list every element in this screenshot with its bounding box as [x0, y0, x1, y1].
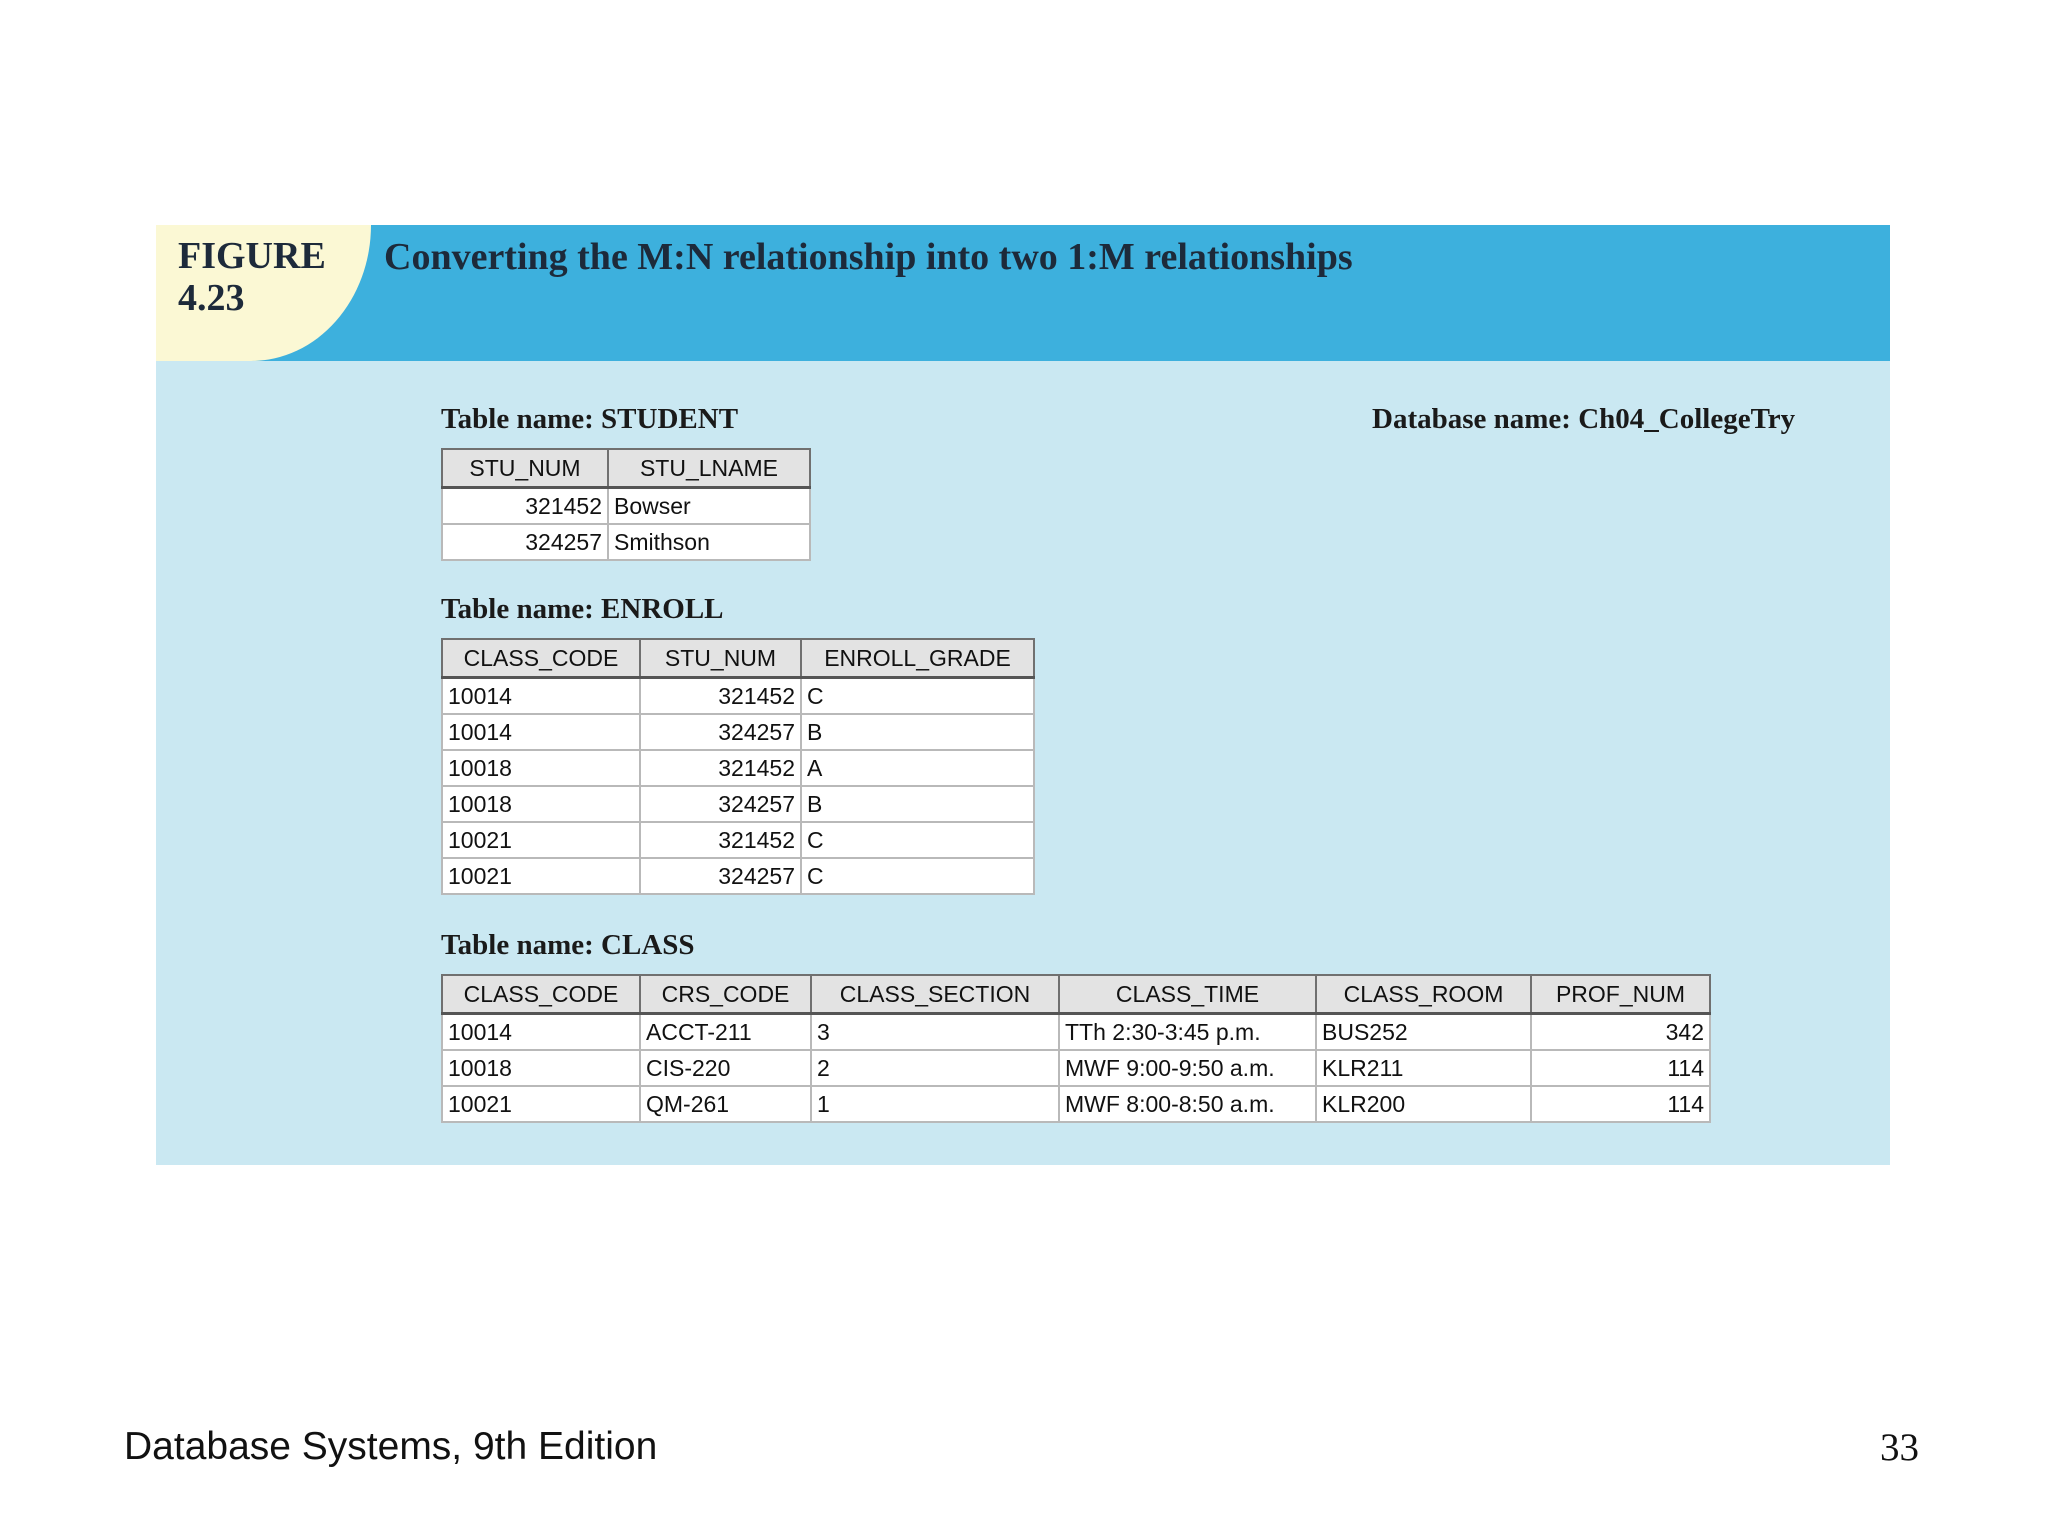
table-cell: A	[801, 750, 1034, 786]
table-cell: 321452	[442, 488, 608, 525]
figure-number: 4.23	[178, 277, 245, 319]
table-row	[442, 750, 1034, 786]
enroll-table-name: Table name: ENROLL	[441, 593, 724, 625]
figure-panel	[156, 225, 1890, 1165]
table-row	[442, 858, 1034, 894]
table-cell: MWF 8:00-8:50 a.m.	[1059, 1086, 1316, 1122]
table-cell: Smithson	[608, 524, 810, 560]
table-cell: 321452	[640, 750, 801, 786]
figure-title: Converting the M:N relationship into two 1:M relationships	[384, 236, 1353, 278]
table-cell: 342	[1531, 1014, 1710, 1051]
table-cell: 3	[811, 1014, 1059, 1051]
table-cell: 10014	[442, 1014, 640, 1051]
footer-book-title: Database Systems, 9th Edition	[124, 1425, 658, 1468]
table-cell: 10021	[442, 1086, 640, 1122]
table-row	[442, 488, 810, 525]
table-cell: 321452	[640, 822, 801, 858]
table-cell: 324257	[640, 858, 801, 894]
table-cell: KLR200	[1316, 1086, 1531, 1122]
table-cell: 321452	[640, 678, 801, 715]
class-table	[441, 974, 1711, 1123]
column-header: CLASS_TIME	[1059, 975, 1316, 1014]
column-header: ENROLL_GRADE	[801, 639, 1034, 678]
figure-header	[156, 225, 1890, 361]
table-row	[442, 1014, 1710, 1051]
table-row	[442, 714, 1034, 750]
table-header-row	[442, 975, 1710, 1014]
table-row	[442, 1086, 1710, 1122]
student-table-name: Table name: STUDENT	[441, 403, 739, 435]
table-cell: QM-261	[640, 1086, 811, 1122]
table-cell: TTh 2:30-3:45 p.m.	[1059, 1014, 1316, 1051]
table-header-row	[442, 639, 1034, 678]
column-header: STU_LNAME	[608, 449, 810, 488]
column-header: CLASS_CODE	[442, 975, 640, 1014]
database-name: Database name: Ch04_CollegeTry	[1372, 403, 1796, 435]
table-cell: Bowser	[608, 488, 810, 525]
table-cell: 1	[811, 1086, 1059, 1122]
column-header: CLASS_SECTION	[811, 975, 1059, 1014]
table-row	[442, 822, 1034, 858]
table-cell: C	[801, 858, 1034, 894]
table-cell: 10018	[442, 750, 640, 786]
enroll-table	[441, 638, 1035, 895]
column-header: CRS_CODE	[640, 975, 811, 1014]
student-table	[441, 448, 811, 561]
figure-label	[178, 235, 326, 319]
table-cell: 10014	[442, 678, 640, 715]
table-cell: 114	[1531, 1086, 1710, 1122]
table-cell: B	[801, 786, 1034, 822]
table-cell: 324257	[442, 524, 608, 560]
table-cell: MWF 9:00-9:50 a.m.	[1059, 1050, 1316, 1086]
table-cell: C	[801, 822, 1034, 858]
table-cell: 10021	[442, 822, 640, 858]
table-cell: KLR211	[1316, 1050, 1531, 1086]
table-cell: CIS-220	[640, 1050, 811, 1086]
table-cell: 10021	[442, 858, 640, 894]
table-cell: 324257	[640, 714, 801, 750]
table-cell: ACCT-211	[640, 1014, 811, 1051]
table-cell: 324257	[640, 786, 801, 822]
table-cell: B	[801, 714, 1034, 750]
table-row	[442, 524, 810, 560]
table-row	[442, 1050, 1710, 1086]
table-cell: C	[801, 678, 1034, 715]
table-row	[442, 678, 1034, 715]
table-cell: 10018	[442, 1050, 640, 1086]
column-header: STU_NUM	[640, 639, 801, 678]
page-number: 33	[1880, 1426, 1919, 1469]
table-cell: 2	[811, 1050, 1059, 1086]
class-table-name: Table name: CLASS	[441, 929, 695, 961]
column-header: STU_NUM	[442, 449, 608, 488]
column-header: PROF_NUM	[1531, 975, 1710, 1014]
column-header: CLASS_ROOM	[1316, 975, 1531, 1014]
table-cell: BUS252	[1316, 1014, 1531, 1051]
table-row	[442, 786, 1034, 822]
table-cell: 10018	[442, 786, 640, 822]
table-cell: 114	[1531, 1050, 1710, 1086]
table-header-row	[442, 449, 810, 488]
figure-label-word: FIGURE	[178, 235, 326, 277]
table-cell: 10014	[442, 714, 640, 750]
column-header: CLASS_CODE	[442, 639, 640, 678]
